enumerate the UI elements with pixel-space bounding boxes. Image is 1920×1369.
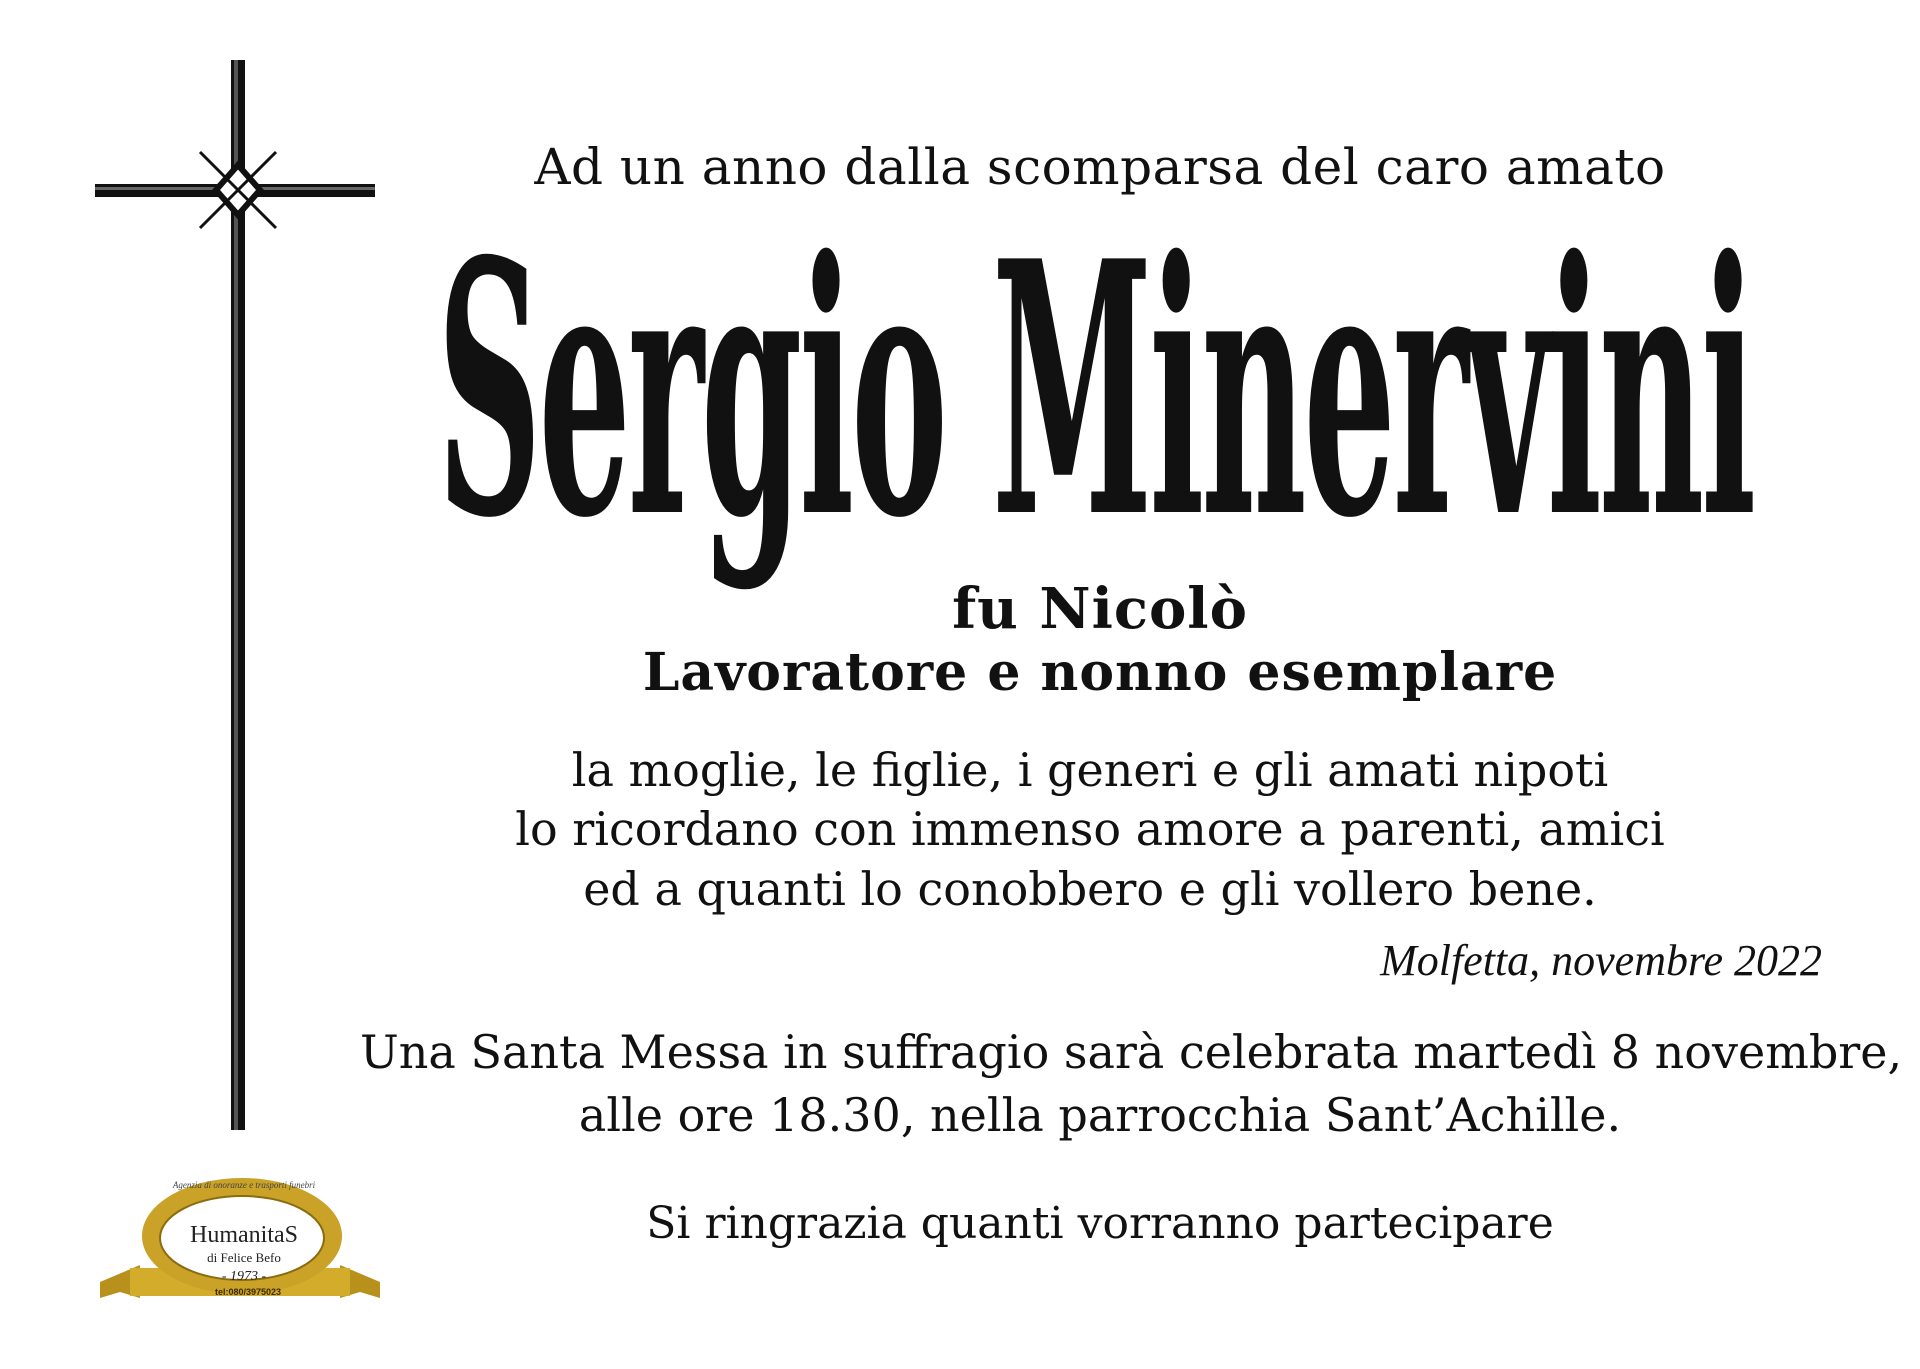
role-description: Lavoratore e nonno esemplare [642, 642, 1558, 703]
body-line: ed a quanti lo conobbero e gli vollero bene. [583, 862, 1597, 916]
body-line: lo ricordano con immenso amore a parenti, amici [515, 802, 1665, 856]
logo-name: HumanitaS [190, 1222, 298, 1248]
father-name: fu Nicolò [952, 576, 1248, 642]
mass-line: Una Santa Messa in suffragio sarà celebrata martedì 8 novembre, [360, 1025, 1903, 1079]
place-date: Molfetta, novembre 2022 [1380, 936, 1822, 985]
logo-subtitle: di Felice Befo [207, 1250, 281, 1265]
mass-line: alle ore 18.30, nella parrocchia Sant’Achille. [578, 1088, 1622, 1142]
logo-arc-text: Agenzia di onoranze e trasporti funebri [172, 1180, 316, 1190]
intro-text: Ad un anno dalla scomparsa del caro amato [534, 138, 1666, 196]
agency-logo [100, 1170, 380, 1305]
cross-icon [95, 60, 385, 1140]
logo-phone: tel:080/3975023 [214, 1287, 282, 1297]
logo-year: - 1973 - [221, 1269, 267, 1284]
body-line: la moglie, le figlie, i generi e gli amati nipoti [571, 743, 1609, 797]
deceased-name [370, 188, 1820, 596]
deceased-name-text: Sergio Minervini [436, 188, 1754, 596]
thanks-text: Si ringrazia quanti vorranno partecipare [646, 1198, 1554, 1249]
